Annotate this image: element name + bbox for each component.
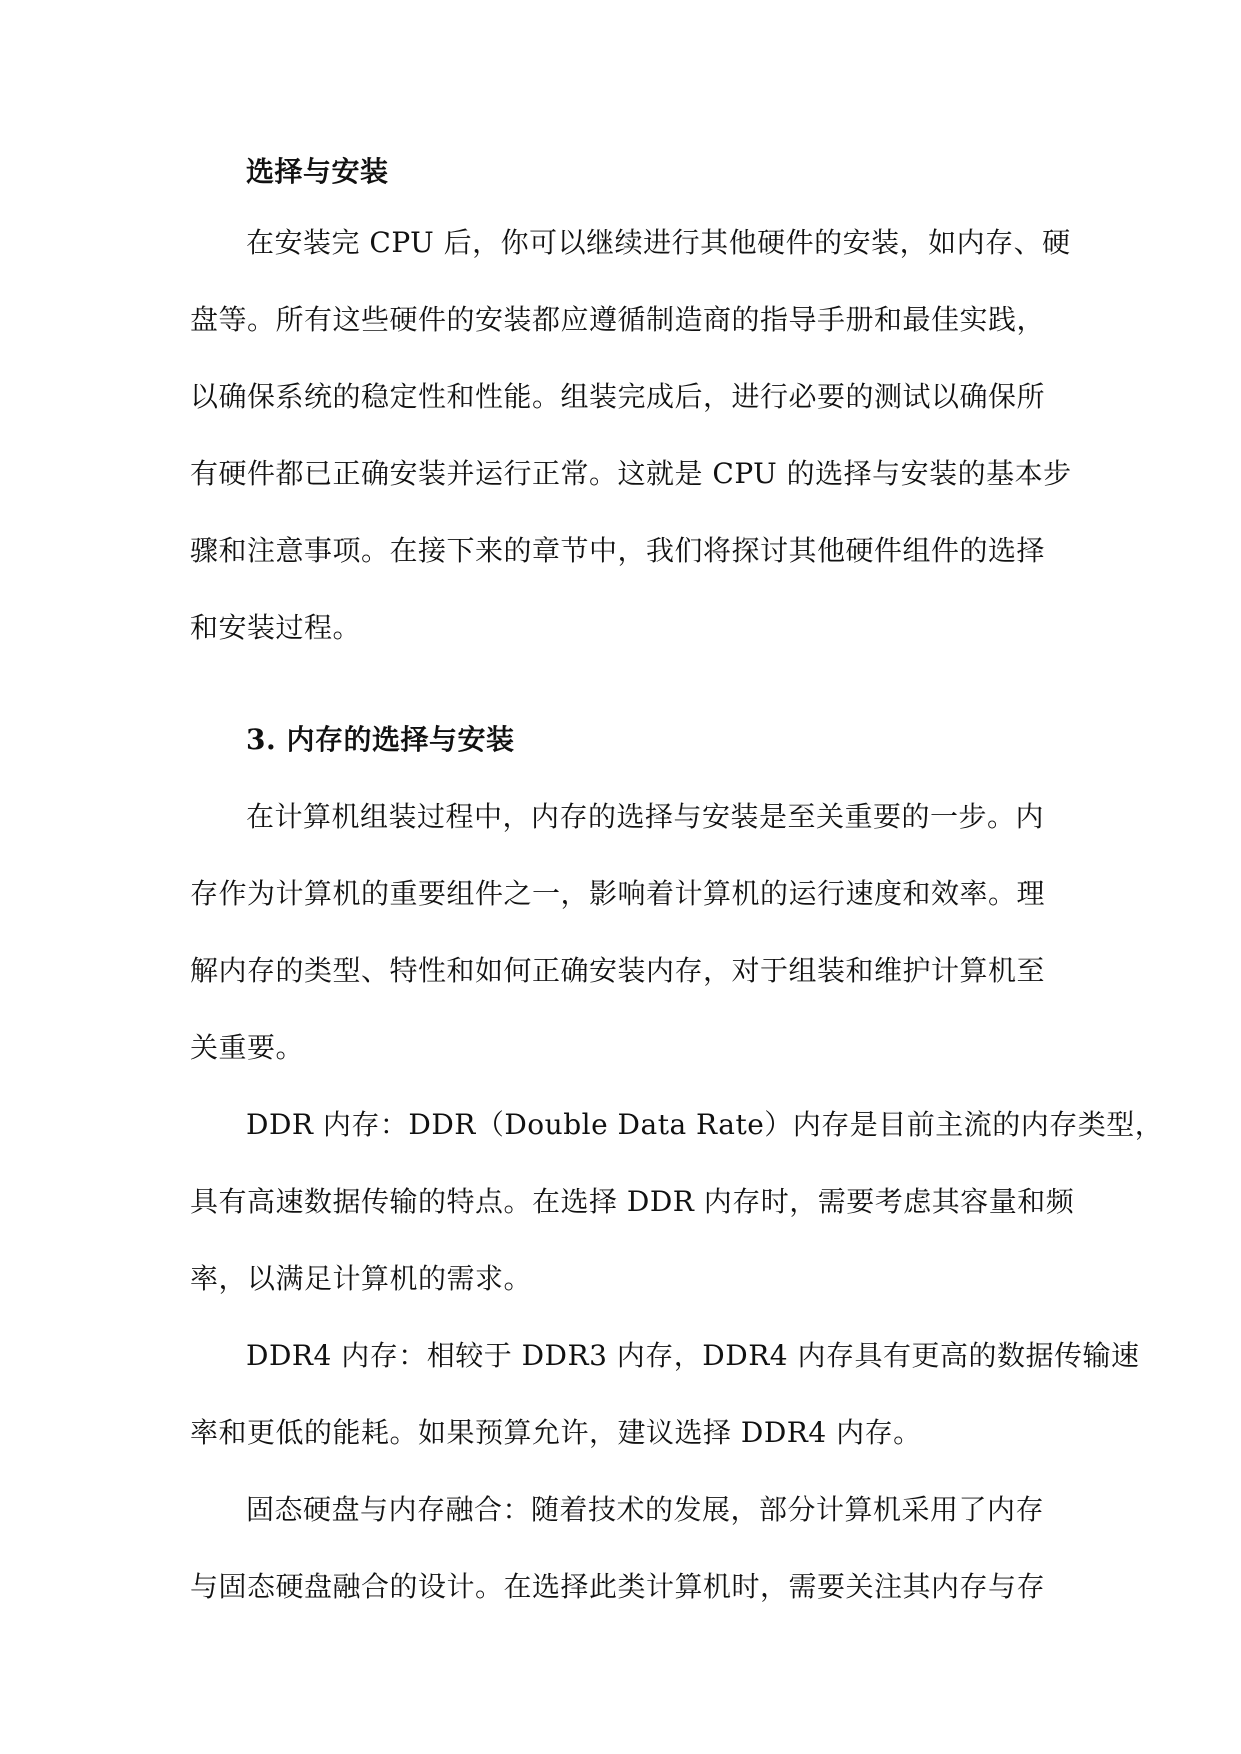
paragraph-line: 关重要。 <box>190 1031 305 1064</box>
section-gap <box>190 666 1060 701</box>
section-heading: 3. 内存的选择与安装 <box>246 723 515 756</box>
paragraph <box>190 778 1060 1086</box>
paragraph-line: 解内存的类型、特性和如何正确安装内存，对于组装和维护计算机至 <box>190 954 1046 987</box>
paragraph-line: 率和更低的能耗。如果预算允许，建议选择 DDR4 内存。 <box>190 1416 922 1449</box>
paragraph-line: 有硬件都已正确安装并运行正常。这就是 CPU 的选择与安装的基本步 <box>190 457 1072 490</box>
paragraph-line: 固态硬盘与内存融合：随着技术的发展，部分计算机采用了内存 <box>246 1493 1045 1526</box>
paragraph-line: 与固态硬盘融合的设计。在选择此类计算机时，需要关注其内存与存 <box>190 1570 1046 1603</box>
paragraph-line: 率，以满足计算机的需求。 <box>190 1262 533 1295</box>
paragraph <box>190 1471 1060 1625</box>
paragraph <box>190 1086 1164 1317</box>
paragraph-line: 骤和注意事项。在接下来的章节中，我们将探讨其他硬件组件的选择 <box>190 534 1046 567</box>
paragraph-line: 具有高速数据传输的特点。在选择 DDR 内存时，需要考虑其容量和频 <box>190 1185 1075 1218</box>
paragraph-line: 存作为计算机的重要组件之一，影响着计算机的运行速度和效率。理 <box>190 877 1046 910</box>
paragraph <box>190 1317 1140 1471</box>
paragraph <box>190 204 1072 666</box>
paragraph-line: 盘等。所有这些硬件的安装都应遵循制造商的指导手册和最佳实践， <box>190 303 1046 336</box>
paragraph-line: 和安装过程。 <box>190 611 362 644</box>
paragraph-line: DDR4 内存：相较于 DDR3 内存，DDR4 内存具有更高的数据传输速 <box>246 1339 1140 1372</box>
page-content <box>190 140 1164 1625</box>
paragraph-line: 以确保系统的稳定性和性能。组装完成后，进行必要的测试以确保所 <box>190 380 1046 413</box>
paragraph-line: DDR 内存：DDR（Double Data Rate）内存是目前主流的内存类型， <box>246 1108 1164 1141</box>
paragraph-line: 在计算机组装过程中，内存的选择与安装是至关重要的一步。内 <box>246 800 1045 833</box>
paragraph-line: 在安装完 CPU 后，你可以继续进行其他硬件的安装，如内存、硬 <box>246 226 1071 259</box>
section-heading: 选择与安装 <box>246 155 389 188</box>
